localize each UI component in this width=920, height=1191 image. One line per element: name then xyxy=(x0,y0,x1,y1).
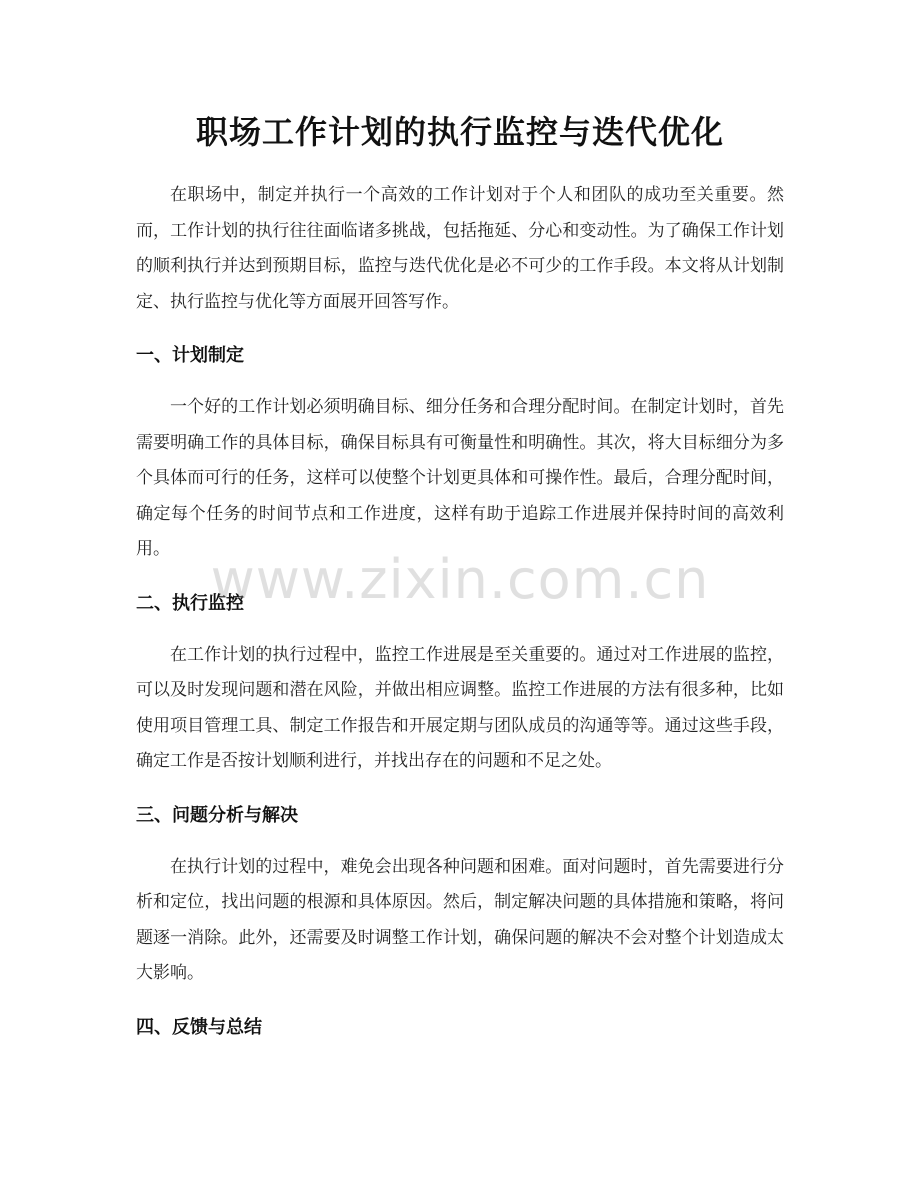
document-title: 职场工作计划的执行监控与迭代优化 xyxy=(195,113,724,151)
section-body-problem: 在执行计划的过程中，难免会出现各种问题和困难。面对问题时，首先需要进行分析和定位，找出问题的根源和具体原因。然后，制定解决问题的具体措施和策略，将问题逐一消除。此外，还需要及时调整工作计划，确保问题的解决不会对整个计划造成太大影响。 xyxy=(136,856,784,983)
section-heading-monitor: 二、执行监控 xyxy=(136,592,244,614)
section-heading-plan: 一、计划制定 xyxy=(136,345,244,366)
section-body-plan: 一个好的工作计划必须明确目标、细分任务和合理分配时间。在制定计划时，首先需要明确工作的具体目标，确保目标具有可衡量性和明确性。其次，将大目标细分为多个具体而可行的任务，这样可以使整个计划更具体和可操作性。最后，合理分配时间，确定每个任务的时间节点和工作进度，这样有助于追踪工作进展并保持时间的高效利用。 xyxy=(136,397,784,559)
document-body xyxy=(136,178,784,1046)
section-heading-problem: 三、问题分析与解决 xyxy=(136,804,298,826)
intro-paragraph: 在职场中，制定并执行一个高效的工作计划对于个人和团队的成功至关重要。然而，工作计划的执行往往面临诸多挑战，包括拖延、分心和变动性。为了确保工作计划的顺利执行并达到预期目标，监控与迭代优化是必不可少的工作手段。本文将从计划制定、执行监控与优化等方面展开回答写作。 xyxy=(136,185,784,312)
section-heading-feedback: 四、反馈与总结 xyxy=(136,1016,262,1038)
watermark-text: www.zixin.com.cn xyxy=(210,548,710,611)
section-body-monitor: 在工作计划的执行过程中，监控工作进展是至关重要的。通过对工作进展的监控，可以及时发现问题和潜在风险，并做出相应调整。监控工作进展的方法有很多种，比如使用项目管理工具、制定工作报告和开展定期与团队成员的沟通等等。通过这些手段，确定工作是否按计划顺利进行，并找出存在的问题和不足之处。 xyxy=(136,644,784,771)
